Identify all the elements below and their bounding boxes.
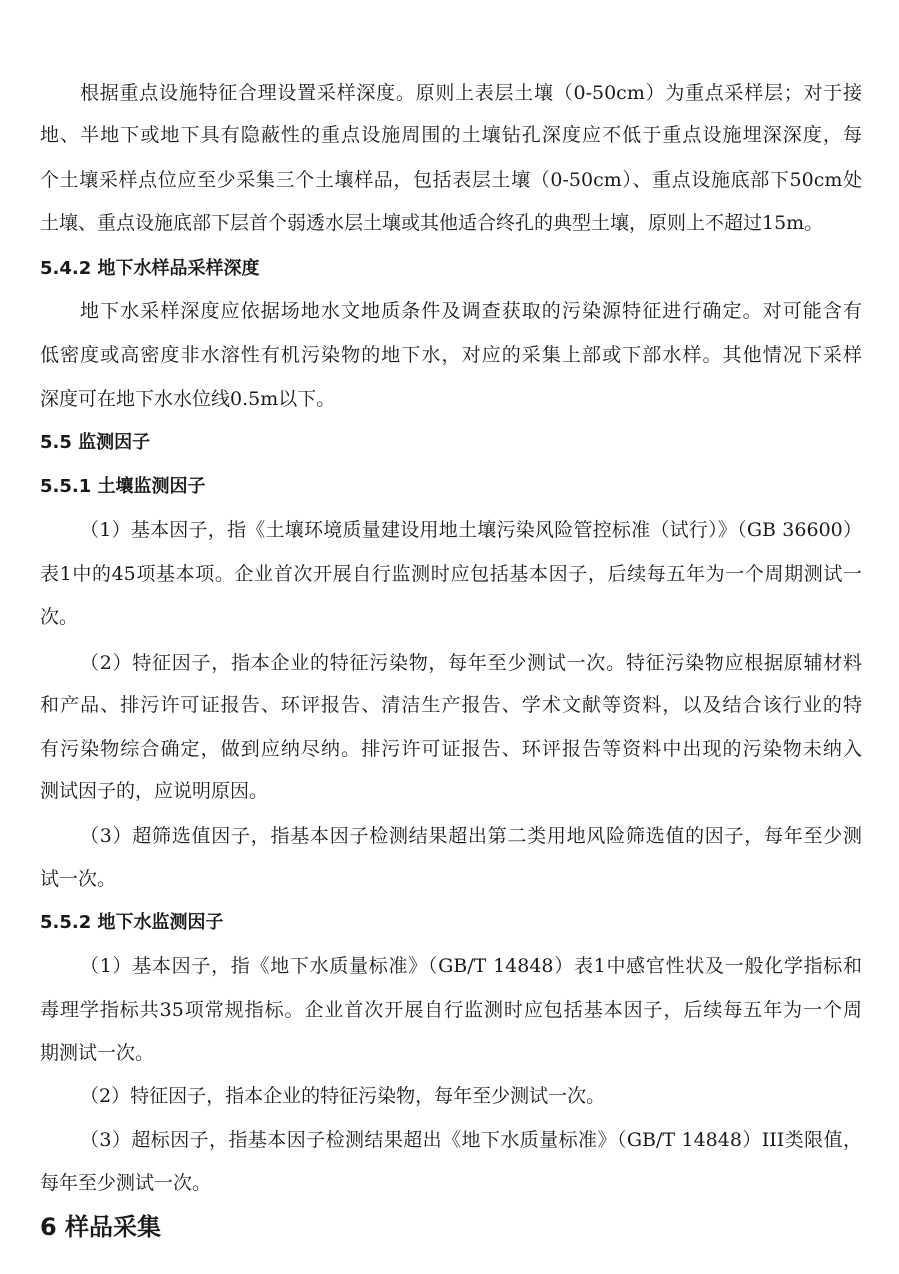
paragraph-text: 深度可在地下水水位线0.5m以下。	[40, 388, 336, 410]
paragraph-text: （3）超标因子，指基本因子检测结果超出《地下水质量标准》（GB/T 14848）III类限值，	[80, 1129, 862, 1151]
paragraph-text: 土壤、重点设施底部下层首个弱透水层土壤或其他适合终孔的典型土壤，原则上不超过15m。	[40, 212, 824, 234]
paragraph-text: （1）基本因子，指《地下水质量标准》（GB/T 14848）表1中感官性状及一般化学指标和	[80, 955, 862, 977]
section-heading: 5.5 监测因子	[40, 432, 151, 453]
paragraph-text: （2）特征因子，指本企业的特征污染物，每年至少测试一次。	[80, 1085, 606, 1107]
paragraph-text: （3）超筛选值因子，指基本因子检测结果超出第二类用地风险筛选值的因子，每年至少测	[80, 825, 862, 847]
paragraph-text: 每年至少测试一次。	[40, 1172, 212, 1194]
paragraph-text: 毒理学指标共35项常规指标。企业首次开展自行监测时应包括基本因子，后续每五年为一个周	[40, 999, 862, 1021]
paragraph-text: 表1中的45项基本项。企业首次开展自行监测时应包括基本因子，后续每五年为一个周期测试一	[40, 563, 862, 585]
section-heading: 5.5.1 土壤监测因子	[40, 476, 206, 497]
paragraph-text: 测试因子的，应说明原因。	[40, 780, 269, 802]
section-heading: 5.5.2 地下水监测因子	[40, 912, 224, 933]
paragraph-text: 试一次。	[40, 868, 117, 890]
chapter-heading: 6 样品采集	[40, 1213, 162, 1241]
paragraph-text: 有污染物综合确定，做到应纳尽纳。排污许可证报告、环评报告等资料中出现的污染物未纳入	[40, 738, 862, 760]
paragraph-text: 期测试一次。	[40, 1042, 155, 1064]
paragraph-text: 次。	[40, 606, 79, 628]
paragraph-text: 根据重点设施特征合理设置采样深度。原则上表层土壤（0-50cm）为重点采样层；对于接	[80, 82, 862, 104]
paragraph-text: 地下水采样深度应依据场地水文地质条件及调查获取的污染源特征进行确定。对可能含有	[80, 300, 862, 322]
paragraph-text: 低密度或高密度非水溶性有机污染物的地下水，对应的采集上部或下部水样。其他情况下采样	[40, 344, 862, 366]
paragraph-text: （2）特征因子，指本企业的特征污染物，每年至少测试一次。特征污染物应根据原辅材料	[80, 652, 862, 674]
section-heading: 5.4.2 地下水样品采样深度	[40, 258, 260, 279]
paragraph-text: （1）基本因子，指《土壤环境质量建设用地土壤污染风险管控标准（试行）》（GB 36600）	[80, 519, 862, 541]
paragraph-text: 和产品、排污许可证报告、环评报告、清洁生产报告、学术文献等资料，以及结合该行业的特	[40, 694, 862, 716]
paragraph-text: 个土壤采样点位应至少采集三个土壤样品，包括表层土壤（0-50cm）、重点设施底部下50cm处	[40, 169, 862, 191]
paragraph-text: 地、半地下或地下具有隐蔽性的重点设施周围的土壤钻孔深度应不低于重点设施埋深深度，每	[40, 124, 862, 146]
